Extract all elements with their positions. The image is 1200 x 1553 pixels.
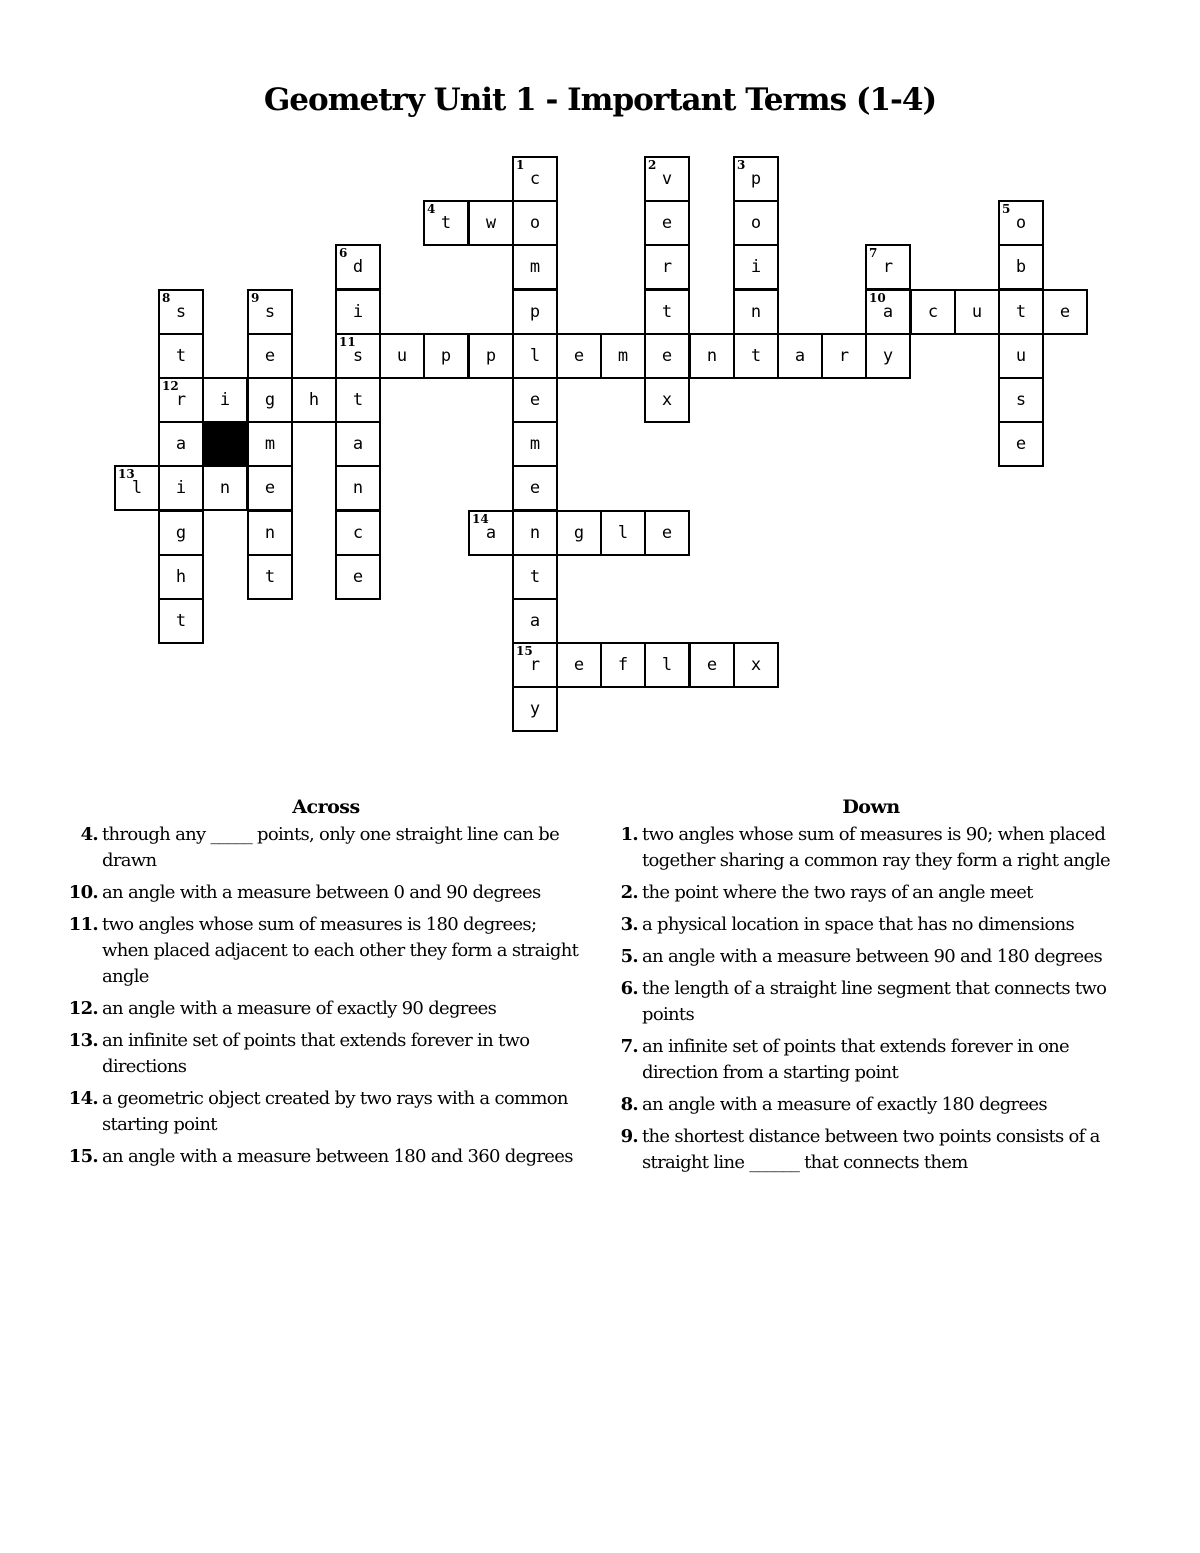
grid-cell [423,200,469,246]
across-clue [66,822,586,874]
grid-cell [644,244,690,290]
cell-letter: m [617,346,629,366]
cell-letter: t [1015,302,1027,322]
clue-number: 10 [869,291,886,305]
grid-cell [556,333,602,379]
cell-letter: a [794,346,806,366]
grid-cell [733,156,779,202]
cell-letter: y [882,346,894,366]
black-square [202,421,248,467]
grid-cell [644,377,690,423]
grid-cell [202,465,248,511]
grid-cell [335,333,381,379]
grid-cell [335,554,381,600]
cell-letter: s [264,302,276,322]
down-clue [606,1034,1136,1086]
cell-letter: o [529,213,541,233]
clue-number: 7. [620,1036,638,1057]
grid-cell [689,333,735,379]
grid-cell [644,200,690,246]
clue-number: 3. [620,914,638,935]
cell-letter: c [352,523,364,543]
cell-letter: n [352,478,364,498]
grid-cell [865,244,911,290]
clue-text: an angle with a measure of exactly 90 degrees [102,998,497,1019]
across-clue [66,1028,586,1080]
cell-letter: e [706,655,718,675]
cell-letter: e [529,390,541,410]
clue-text: an angle with a measure of exactly 180 degrees [642,1094,1047,1115]
cell-letter: y [529,699,541,719]
cell-letter: a [175,434,187,454]
cell-letter: t [529,567,541,587]
cell-letter: i [750,257,762,277]
cell-letter: h [308,390,320,410]
grid-cell [335,377,381,423]
down-clue [606,944,1136,970]
grid-cell [158,377,204,423]
cell-letter: x [661,390,673,410]
grid-cell [468,333,514,379]
grid-cell [468,200,514,246]
crossword-grid [0,0,1200,760]
cell-letter: t [175,346,187,366]
grid-cell [733,200,779,246]
across-clue [66,1144,586,1170]
across-clue [66,996,586,1022]
cell-letter: e [661,523,673,543]
cell-letter: t [750,346,762,366]
across-clue [66,1086,586,1138]
clue-number: 13 [118,467,135,481]
clue-number: 11 [339,335,356,349]
cell-letter: b [1015,257,1027,277]
clue-number: 8 [162,291,171,305]
cell-letter: i [175,478,187,498]
grid-cell [733,244,779,290]
down-clue [606,1092,1136,1118]
cell-letter: s [1015,390,1027,410]
grid-cell [998,333,1044,379]
clue-text: the point where the two rays of an angle meet [642,882,1033,903]
grid-cell [644,510,690,556]
clue-number: 2. [620,882,638,903]
grid-cell [512,510,558,556]
grid-cell [512,377,558,423]
cell-letter: n [264,523,276,543]
clue-number: 6 [339,246,348,260]
down-clue [606,1124,1136,1176]
cell-letter: v [661,169,673,189]
grid-cell [512,686,558,732]
clue-text: the shortest distance between two points consists of a straight line ______ that connects them [642,1126,1100,1173]
grid-cell [954,289,1000,335]
cell-letter: m [264,434,276,454]
grid-cell [247,465,293,511]
clue-number: 14 [472,512,489,526]
grid-cell [998,421,1044,467]
grid-cell [335,465,381,511]
grid-cell [689,642,735,688]
cell-letter: e [264,478,276,498]
grid-cell [512,244,558,290]
cell-letter: s [175,302,187,322]
cell-letter: u [396,346,408,366]
clue-text: two angles whose sum of measures is 90; when placed together sharing a common ray they form a right angle [642,824,1110,871]
cell-letter: t [175,611,187,631]
page-title: Geometry Unit 1 - Important Terms (1-4) [263,82,937,118]
clue-number: 15. [68,1146,98,1167]
grid-cell [512,465,558,511]
cell-letter: p [485,346,497,366]
cell-letter: r [838,346,850,366]
grid-cell [556,510,602,556]
clue-text: a geometric object created by two rays with a common starting point [102,1088,568,1135]
clue-number: 4. [80,824,98,845]
cell-letter: c [927,302,939,322]
cell-letter: r [661,257,673,277]
cell-letter: l [529,346,541,366]
cell-letter: g [264,390,276,410]
cell-letter: p [440,346,452,366]
clue-number: 7 [869,246,878,260]
grid-cell [600,642,646,688]
cell-letter: e [1059,302,1071,322]
grid-cell [512,421,558,467]
cell-letter: g [175,523,187,543]
clue-text: an angle with a measure between 90 and 180 degrees [642,946,1103,967]
grid-cell [379,333,425,379]
clue-text: an angle with a measure between 0 and 90 degrees [102,882,541,903]
clue-number: 3 [737,158,746,172]
clue-number: 5. [620,946,638,967]
clue-text: an infinite set of points that extends forever in two directions [102,1030,530,1077]
grid-cell [335,244,381,290]
grid-cell [512,333,558,379]
cell-letter: e [661,213,673,233]
grid-cell [998,377,1044,423]
cell-letter: n [529,523,541,543]
cell-letter: a [352,434,364,454]
cell-letter: o [1015,213,1027,233]
grid-cell [114,465,160,511]
grid-cell [733,289,779,335]
grid-cell [865,289,911,335]
grid-cell [998,244,1044,290]
clue-text: the length of a straight line segment that connects two points [642,978,1107,1025]
cell-letter: r [882,257,894,277]
grid-cell [158,421,204,467]
cell-letter: i [219,390,231,410]
grid-cell [423,333,469,379]
cell-letter: r [529,655,541,675]
grid-cell [512,642,558,688]
grid-cell [512,554,558,600]
clue-number: 10. [68,882,98,903]
cell-letter: l [131,478,143,498]
cell-letter: n [706,346,718,366]
cell-letter: e [573,346,585,366]
clue-number: 8. [620,1094,638,1115]
grid-cell [644,642,690,688]
cell-letter: t [661,302,673,322]
clue-number: 5 [1002,202,1011,216]
cell-letter: a [529,611,541,631]
grid-cell [468,510,514,556]
cell-letter: p [529,302,541,322]
clue-text: two angles whose sum of measures is 180 degrees; when placed adjacent to each other they form a straight angle [102,914,579,987]
clue-number: 12 [162,379,179,393]
grid-cell [335,289,381,335]
clue-number: 1. [620,824,638,845]
grid-cell [158,289,204,335]
cell-letter: o [750,213,762,233]
grid-cell [247,289,293,335]
clue-number: 9. [620,1126,638,1147]
cell-letter: d [352,257,364,277]
clue-number: 6. [620,978,638,999]
grid-cell [158,554,204,600]
cell-letter: a [882,302,894,322]
cell-letter: e [573,655,585,675]
clue-number: 15 [516,644,533,658]
grid-cell [910,289,956,335]
grid-cell [335,421,381,467]
cell-letter: m [529,257,541,277]
cell-letter: m [529,434,541,454]
grid-cell [998,289,1044,335]
cell-letter: e [661,346,673,366]
cell-letter: u [971,302,983,322]
cell-letter: h [175,567,187,587]
cell-letter: i [352,302,364,322]
down-clue [606,880,1136,906]
cell-letter: t [440,213,452,233]
down-heading: Down [842,796,900,818]
grid-cell [821,333,867,379]
clue-number: 2 [648,158,657,172]
clue-text: through any _____ points, only one straight line can be drawn [102,824,560,871]
cell-letter: w [485,213,497,233]
grid-cell [644,289,690,335]
grid-cell [291,377,337,423]
cell-letter: n [750,302,762,322]
across-clues [66,796,586,1176]
grid-cell [512,156,558,202]
grid-cell [247,510,293,556]
grid-cell [247,421,293,467]
clue-number: 13. [68,1030,98,1051]
clue-text: an infinite set of points that extends forever in one direction from a starting point [642,1036,1069,1083]
grid-cell [733,333,779,379]
grid-cell [158,598,204,644]
down-clue [606,912,1136,938]
cell-letter: u [1015,346,1027,366]
grid-cell [556,642,602,688]
grid-cell [158,465,204,511]
cell-letter: n [219,478,231,498]
grid-cell [644,156,690,202]
grid-cell [865,333,911,379]
grid-cell [158,510,204,556]
clue-number: 12. [68,998,98,1019]
cell-letter: e [529,478,541,498]
grid-cell [644,333,690,379]
cell-letter: p [750,169,762,189]
grid-cell [733,642,779,688]
grid-cell [512,289,558,335]
grid-cell [777,333,823,379]
cell-letter: x [750,655,762,675]
cell-letter: l [661,655,673,675]
clue-text: a physical location in space that has no dimensions [642,914,1075,935]
clue-number: 1 [516,158,525,172]
down-clue [606,822,1136,874]
grid-cell [600,333,646,379]
grid-cell [202,377,248,423]
cell-letter: r [175,390,187,410]
grid-cell [998,200,1044,246]
across-clue [66,880,586,906]
clue-number: 11. [68,914,98,935]
grid-cell [247,377,293,423]
across-heading: Across [292,796,360,818]
grid-cell [247,333,293,379]
grid-cell [335,510,381,556]
down-clue [606,976,1136,1028]
cell-letter: l [617,523,629,543]
cell-letter: a [485,523,497,543]
grid-cell [247,554,293,600]
across-clue [66,912,586,990]
cell-letter: s [352,346,364,366]
cell-letter: t [264,567,276,587]
cell-letter: e [264,346,276,366]
clue-number: 9 [251,291,260,305]
grid-cell [512,598,558,644]
cell-letter: e [352,567,364,587]
cell-letter: t [352,390,364,410]
clue-text: an angle with a measure between 180 and 360 degrees [102,1146,573,1167]
grid-cell [158,333,204,379]
cell-letter: c [529,169,541,189]
grid-cell [512,200,558,246]
cell-letter: e [1015,434,1027,454]
grid-cell [1042,289,1088,335]
clue-number: 14. [68,1088,98,1109]
clue-number: 4 [427,202,436,216]
down-clues [606,796,1136,1182]
grid-cell [600,510,646,556]
cell-letter: f [617,655,629,675]
cell-letter: g [573,523,585,543]
